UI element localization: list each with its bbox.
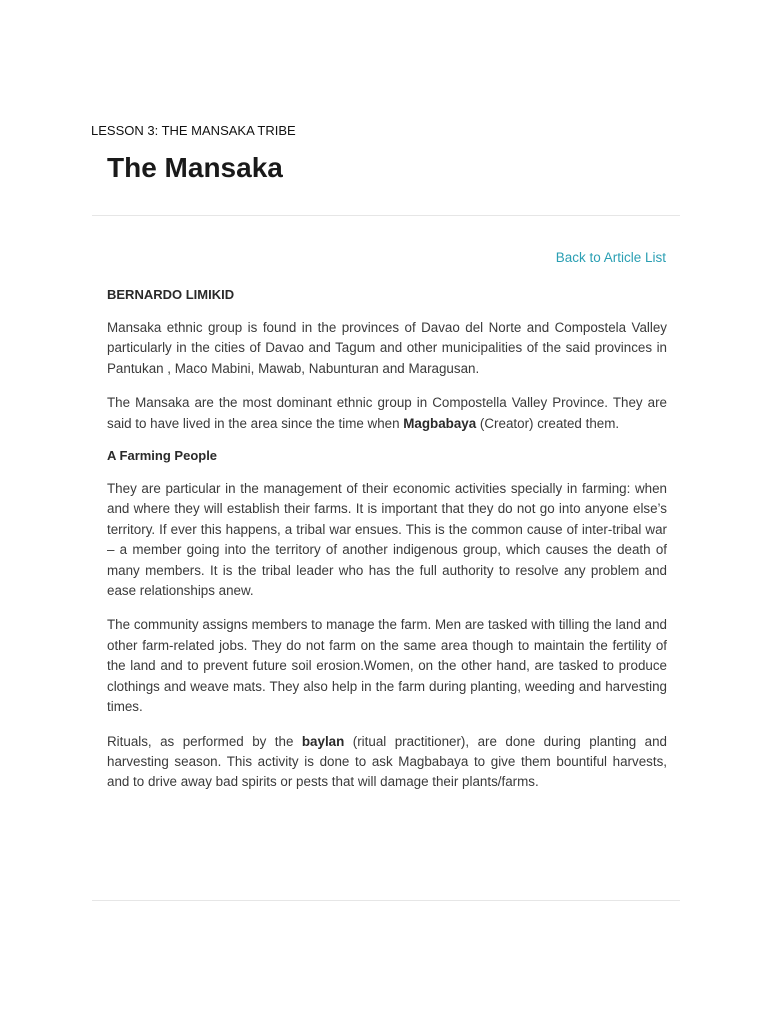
paragraph-community: The community assigns members to manage the farm. Men are tasked with tilling the land and other farm-related jobs. They do not farm on the same area though to maintain the fertility of the land and to prevent future soil erosion.Women, on the other hand, are tasked to produce clothings and weave mats. They also help in the farm during planting, weeding and harvesting times. <box>107 617 667 715</box>
article-body <box>107 287 667 807</box>
paragraph-location: Mansaka ethnic group is found in the provinces of Davao del Norte and Compostela Valley particularly in the cities of Davao and Tagum and other municipalities of the said provinces in Pantukan , Maco Mabini, Mawab, Nabunturan and Maragusan. <box>107 320 667 376</box>
emphasis-magbabaya: Magbabaya <box>403 415 477 431</box>
back-to-article-list-link[interactable]: Back to Article List <box>555 250 666 265</box>
top-divider <box>92 215 680 216</box>
bottom-divider <box>92 900 680 901</box>
paragraph-rituals <box>107 732 667 793</box>
paragraph-economy: They are particular in the management of their economic activities specially in farming: when and where they will establish their farms. It is important that they do not go into anyone else’s territory. If ever this happens, a tribal war ensues. This is the common cause of inter-tribal war – a member going into the territory of another indigenous group, which causes the death of many members. It is the tribal leader who has the full authority to resolve any problem and ease relationships anew. <box>107 481 667 599</box>
author-name: BERNARDO LIMIKID <box>107 287 235 302</box>
emphasis-baylan: baylan <box>301 733 345 749</box>
paragraph-text: (Creator) created them. <box>476 415 620 431</box>
paragraph-text: (ritual practitioner), are done during planting and harvesting season. This activity is done to ask Magbabaya to give them bountiful harvests, and to drive away bad spirits or pests that will damage their plants/farms. <box>107 733 668 790</box>
paragraph-text: The Mansaka are the most dominant ethnic group in Compostella Valley Province. They are said to have lived in the area since the time when <box>107 395 667 431</box>
lesson-label: LESSON 3: THE MANSAKA TRIBE <box>91 123 296 138</box>
section-heading: A Farming People <box>107 448 218 464</box>
paragraph-dominance <box>107 393 667 434</box>
paragraph-text: Rituals, as performed by the <box>107 733 302 749</box>
article-title: The Mansaka <box>107 152 283 183</box>
